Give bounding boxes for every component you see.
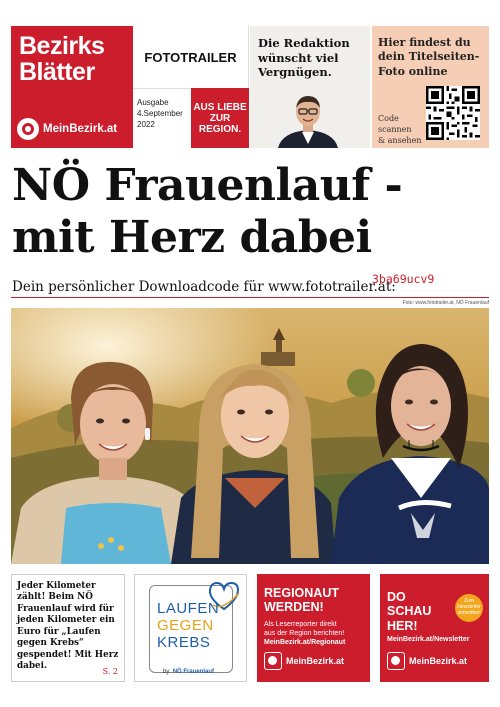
- editor-portrait: [272, 88, 344, 148]
- qr-code-icon[interactable]: [426, 86, 480, 140]
- cover-online-panel: [372, 26, 489, 148]
- editor-message: Die Redaktion wünscht viel Vergnügen.: [258, 36, 350, 80]
- lgk-word-1: LAUFEN: [157, 600, 220, 617]
- newsletter-badge[interactable]: Zum Newsletter anmelden!: [455, 594, 483, 622]
- scan-line-1: Code: [378, 114, 399, 123]
- regionaut-title: [264, 586, 339, 615]
- lgk-sponsor: [163, 669, 214, 675]
- download-code[interactable]: 3ba69ucv9: [372, 272, 435, 286]
- slogan-line-3: REGION.: [198, 123, 242, 135]
- divider: [133, 88, 191, 89]
- logo-line-2: Blätter: [19, 58, 95, 86]
- lgk-word-2: GEGEN: [157, 617, 214, 634]
- scan-line-3: & ansehen: [378, 135, 422, 145]
- regionaut-title-line-2: WERDEN!: [264, 600, 324, 615]
- regionaut-brand: [264, 652, 344, 670]
- newsletter-title: [387, 590, 431, 633]
- slogan-line-1: AUS LIEBE: [193, 101, 247, 113]
- scan-line-2: scannen: [378, 124, 412, 134]
- scan-instructions: [378, 114, 421, 146]
- regionaut-url[interactable]: MeinBezirk.at/Regionaut: [264, 639, 346, 647]
- meinbezirk-icon: [387, 652, 405, 670]
- km-teaser-text: Jeder Kilometer zählt! Beim NÖ Frauenlauf wird für jeden Kilometer ein Euro für „Laufen gegen Krebs“ gespendet! Mit Herz dabei.: [17, 581, 119, 671]
- masthead: [11, 26, 489, 148]
- newsletter-ad[interactable]: [380, 574, 489, 682]
- lgk-org-name: NÖ Frauenlauf: [172, 669, 215, 675]
- meinbezirk-icon: [264, 652, 282, 670]
- newsletter-title-line-1: DO: [387, 590, 406, 604]
- newsletter-brand-name: MeinBezirk.at: [409, 656, 468, 666]
- cover-photo: [11, 308, 489, 564]
- lgk-by-label: by: [163, 669, 170, 675]
- headline-line-1: NÖ Frauenlauf -: [12, 160, 403, 211]
- editor-panel: [250, 26, 370, 148]
- page-title: [12, 160, 490, 264]
- regionaut-ad[interactable]: [257, 574, 370, 682]
- lgk-word-3: KREBS: [157, 634, 211, 651]
- issue-info: [137, 98, 197, 130]
- laufen-gegen-krebs-logo[interactable]: [134, 574, 247, 682]
- meinbezirk-brand: [17, 118, 117, 140]
- newsletter-url[interactable]: MeinBezirk.at/Newsletter: [387, 636, 470, 643]
- download-instruction: Dein persönlicher Downloadcode für www.fototrailer.at:: [12, 279, 396, 295]
- slogan-badge: [191, 88, 249, 148]
- regionaut-title-line-1: REGIONAUT: [264, 586, 339, 600]
- slogan-line-2: ZUR: [209, 112, 231, 124]
- newsletter-title-line-2: SCHAU: [387, 604, 432, 619]
- meinbezirk-icon: [17, 118, 39, 140]
- photo-credit: Foto: www.fototrailer.at, NÖ Frauenlauf: [402, 300, 489, 306]
- issue-label: Ausgabe: [137, 98, 169, 107]
- regionaut-sub-line-1: Als Leserreporter direkt: [264, 621, 337, 628]
- brand-name: MeinBezirk.at: [43, 123, 118, 135]
- page-reference[interactable]: S. 2: [102, 667, 118, 676]
- newsletter-brand: [387, 652, 467, 670]
- divider-rule: [11, 297, 489, 298]
- issue-year: 2022: [137, 119, 155, 129]
- logo-line-1: Bezirks: [19, 32, 105, 60]
- regionaut-sub-line-2: aus der Region berichten!: [264, 630, 345, 638]
- newsletter-title-line-3: HER!: [387, 618, 418, 633]
- headline-line-2: mit Herz dabei: [12, 212, 372, 263]
- km-teaser[interactable]: [11, 574, 125, 682]
- product-label: FOTOTRAILER: [133, 26, 249, 88]
- regionaut-subtitle: [264, 620, 345, 647]
- bezirksblaetter-logo[interactable]: [11, 26, 133, 148]
- cover-online-text: Hier findest du dein Titelseiten-Foto online: [378, 36, 480, 78]
- regionaut-brand-name: MeinBezirk.at: [286, 656, 345, 666]
- issue-date: 4.September: [137, 108, 183, 118]
